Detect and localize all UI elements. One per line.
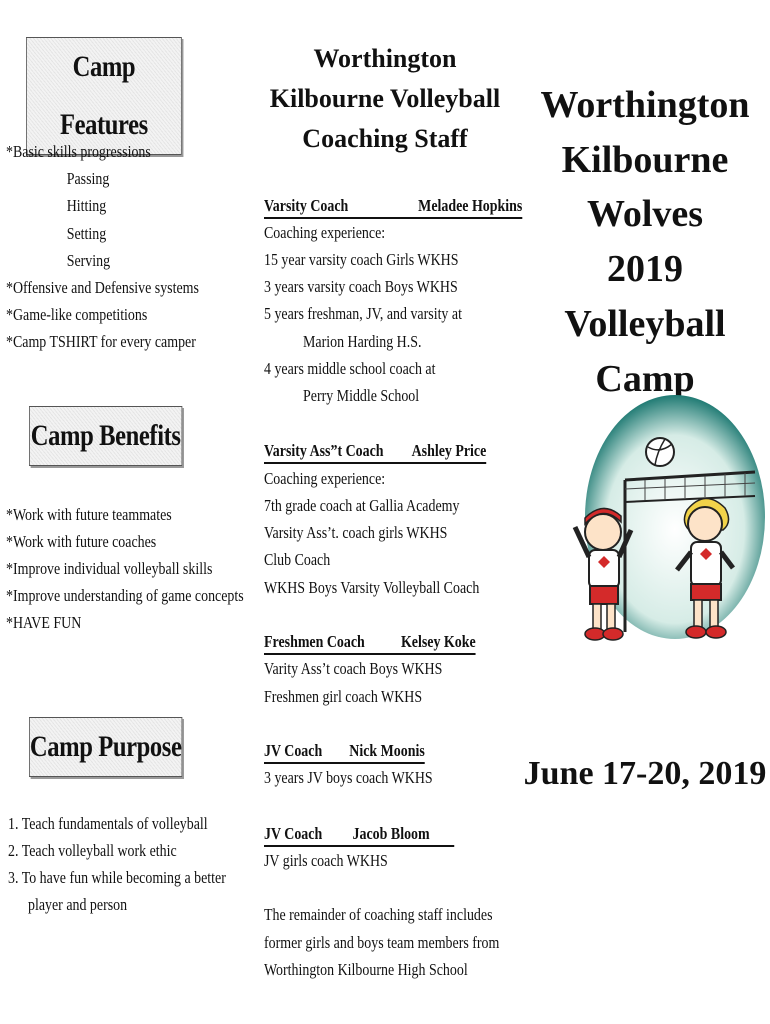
role-label: Varsity Ass”t Coach <box>264 441 384 460</box>
staff-title-line: Worthington <box>313 44 457 73</box>
coach-detail: Coaching experience: <box>264 469 386 488</box>
cover-title-line: 2019 <box>607 248 683 290</box>
purpose-item: player and person <box>28 895 128 914</box>
purpose-item: 1. Teach fundamentals of volleyball <box>8 814 208 833</box>
benefits-line: *Work with future coaches <box>6 532 157 551</box>
volleyball-icon <box>646 438 674 466</box>
coach-name: Kelsey Koke <box>400 632 476 651</box>
benefits-line: *Improve individual volleyball skills <box>6 559 213 578</box>
cover-title-line: Kilbourne <box>561 139 729 181</box>
coach-detail: WKHS Boys Varsity Volleyball Coach <box>264 578 480 597</box>
camp-dates: June 17-20, 2019 <box>523 755 767 792</box>
features-line: Serving <box>66 251 111 270</box>
camp-benefits-heading: Camp Benefits <box>29 406 182 466</box>
staff-title-line: Coaching Staff <box>302 124 468 153</box>
features-line: Passing <box>66 169 110 188</box>
purpose-item: 2. Teach volleyball work ethic <box>8 841 177 860</box>
coach-detail: 3 years varsity coach Boys WKHS <box>264 277 458 296</box>
features-line: Hitting <box>66 196 107 215</box>
coach-detail: 4 years middle school coach at <box>264 359 436 378</box>
features-line: *Basic skills progressions <box>6 142 151 161</box>
assistant-coach-header <box>264 440 486 464</box>
cover-title-line: Volleyball Camp <box>564 303 726 400</box>
coach-name: Nick Moonis <box>349 741 425 760</box>
volleyball-kids-illustration <box>565 392 765 657</box>
coach-detail: Freshmen girl coach WKHS <box>264 687 423 706</box>
closing-line: former girls and boys team members from <box>264 933 500 952</box>
varsity-coach-header <box>264 195 522 219</box>
camp-purpose-heading: Camp Purpose <box>29 717 182 777</box>
coach-detail: Marion Harding H.S. <box>303 332 422 351</box>
coach-detail: Varity Ass’t coach Boys WKHS <box>264 659 443 678</box>
coach-detail: Coaching experience: <box>264 223 386 242</box>
coach-detail: 15 year varsity coach Girls WKHS <box>264 250 459 269</box>
staff-title-line: Kilbourne Volleyball <box>269 84 501 113</box>
camp-features-heading: Camp Features <box>26 37 182 155</box>
closing-line: Worthington Kilbourne High School <box>264 960 468 979</box>
coach-detail: 5 years freshman, JV, and varsity at <box>264 304 462 323</box>
coach-detail: 3 years JV boys coach WKHS <box>264 768 433 787</box>
coach-name: Ashley Price <box>411 441 487 460</box>
cover-title-line: Worthington <box>540 84 750 126</box>
benefits-line: *Work with future teammates <box>6 505 172 524</box>
jv-coach-header-2 <box>264 823 454 847</box>
closing-line: The remainder of coaching staff includes <box>264 905 493 924</box>
coach-detail: Varsity Ass’t. coach girls WKHS <box>264 523 448 542</box>
coach-detail: 7th grade coach at Gallia Academy <box>264 496 460 515</box>
features-line: *Offensive and Defensive systems <box>6 278 199 297</box>
role-label: Varsity Coach <box>264 196 349 215</box>
benefits-line: *Improve understanding of game concepts <box>6 586 244 605</box>
coach-detail: JV girls coach WKHS <box>264 851 388 870</box>
features-line: *Camp TSHIRT for every camper <box>6 332 196 351</box>
coach-name: Meladee Hopkins <box>418 196 523 215</box>
features-line: *Game-like competitions <box>6 305 148 324</box>
freshmen-coach-header <box>264 631 476 655</box>
role-label: JV Coach <box>264 824 323 843</box>
coach-detail: Club Coach <box>264 550 331 569</box>
jv-coach-header <box>264 740 425 764</box>
purpose-item: 3. To have fun while becoming a better <box>8 868 226 887</box>
coach-name: Jacob Bloom <box>352 824 430 843</box>
benefits-line: *HAVE FUN <box>6 613 82 632</box>
coach-detail: Perry Middle School <box>303 386 420 405</box>
role-label: Freshmen Coach <box>264 632 365 651</box>
role-label: JV Coach <box>264 741 323 760</box>
features-line: Setting <box>66 224 107 243</box>
cover-title-line: Wolves <box>586 193 704 235</box>
